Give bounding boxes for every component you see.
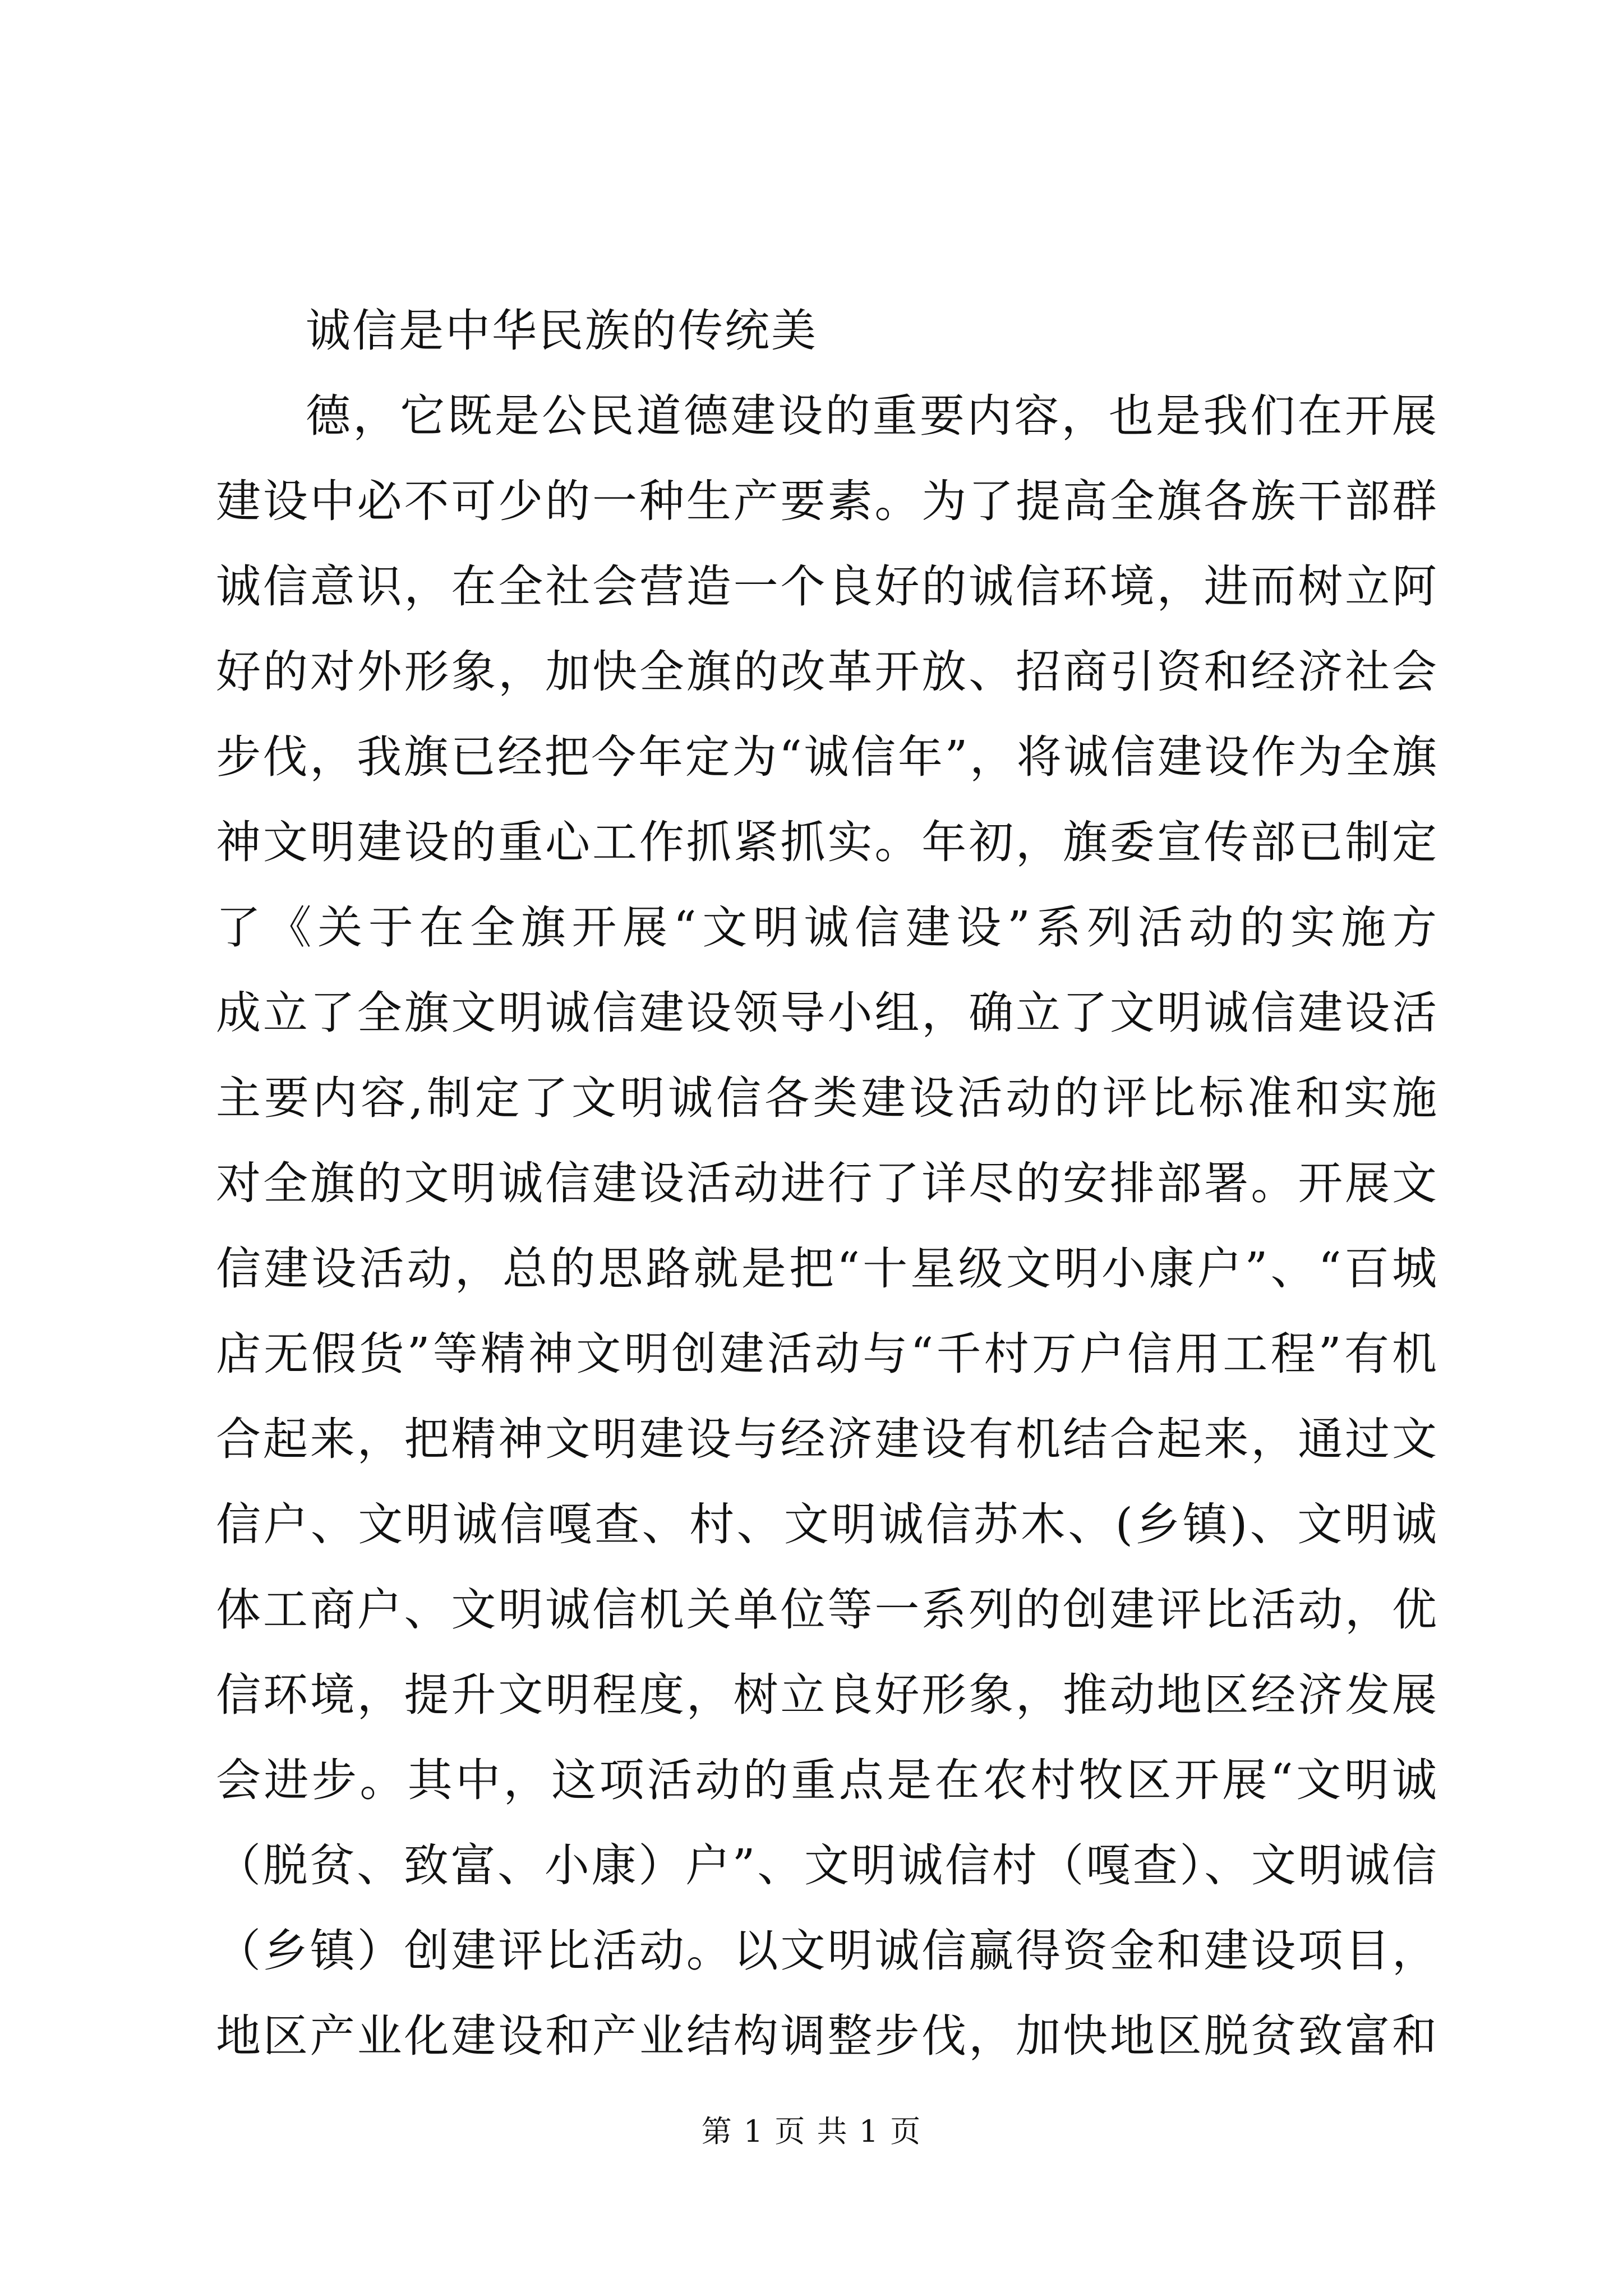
paragraph-line-15: 信户、文明诚信嘎查、村、文明诚信苏木、(乡镇)、文明诚 (216, 1498, 1438, 1550)
paragraph-line-2: 德，它既是公民道德建设的重要内容，也是我们在开展 (306, 390, 1438, 442)
paragraph-line-18: 会进步。其中，这项活动的重点是在农村牧区开展“文明诚 (216, 1754, 1438, 1806)
paragraph-line-20: （乡镇）创建评比活动。以文明诚信赢得资金和建设项目， (216, 1925, 1438, 1977)
paragraph-line-10: 主要内容,制定了文明诚信各类建设活动的评比标准和实施 (216, 1072, 1438, 1124)
paragraph-line-12: 信建设活动，总的思路就是把“十星级文明小康户”、“百城 (216, 1243, 1438, 1295)
paragraph-line-11: 对全旗的文明诚信建设活动进行了详尽的安排部署。开展文 (216, 1157, 1438, 1209)
paragraph-line-19: （脱贫、致富、小康）户”、文明诚信村（嘎查）、文明诚信 (216, 1839, 1438, 1892)
paragraph-line-5: 好的对外形象，加快全旗的改革开放、招商引资和经济社会 (216, 646, 1438, 698)
paragraph-line-13: 店无假货”等精神文明创建活动与“千村万户信用工程”有机 (216, 1328, 1438, 1380)
paragraph-line-7: 神文明建设的重心工作抓紧抓实。年初，旗委宣传部已制定 (216, 816, 1438, 868)
paragraph-line-8: 了《关于在全旗开展“文明诚信建设”系列活动的实施方 (216, 901, 1438, 954)
paragraph-line-14: 合起来，把精神文明建设与经济建设有机结合起来，通过文 (216, 1413, 1438, 1465)
page-footer: 第 1 页 共 1 页 (701, 2114, 922, 2149)
paragraph-line-21: 地区产业化建设和产业结构调整步伐，加快地区脱贫致富和 (216, 2010, 1438, 2062)
paragraph-line-1: 诚信是中华民族的传统美 (306, 305, 818, 357)
paragraph-line-17: 信环境，提升文明程度，树立良好形象，推动地区经济发展 (216, 1669, 1438, 1721)
paragraph-line-3: 建设中必不可少的一种生产要素。为了提高全旗各族干部群 (216, 475, 1438, 527)
paragraph-line-4: 诚信意识，在全社会营造一个良好的诚信环境，进而树立阿 (216, 560, 1438, 613)
paragraph-line-16: 体工商户、文明诚信机关单位等一系列的创建评比活动，优 (216, 1584, 1438, 1636)
paragraph-line-9: 成立了全旗文明诚信建设领导小组，确立了文明诚信建设活 (216, 987, 1438, 1039)
paragraph-line-6: 步伐，我旗已经把今年定为“诚信年”，将诚信建设作为全旗 (216, 731, 1438, 783)
